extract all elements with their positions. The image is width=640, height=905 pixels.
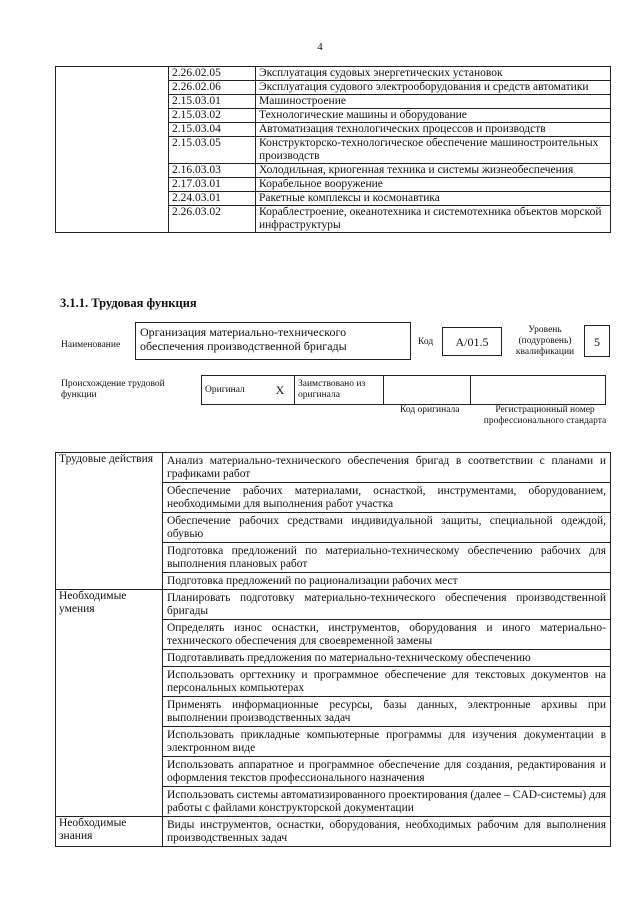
- code-name-cell: Машиностроение: [256, 95, 611, 109]
- code-cell: 2.26.02.06: [169, 81, 256, 95]
- section-title: 3.1.1. Трудовая функция: [60, 296, 197, 310]
- category-cell: Необходимые умения: [56, 590, 163, 620]
- function-row: [56, 513, 611, 543]
- code-row: [56, 67, 611, 81]
- item-cell: Подготавливать предложения по материально-техническому обеспечению: [163, 650, 611, 667]
- original-mark: X: [266, 376, 295, 405]
- function-row: [56, 667, 611, 697]
- reg-number-caption: Регистрационный номер профессионального стандарта: [483, 405, 607, 426]
- category-cell: [56, 650, 163, 667]
- function-row: [56, 817, 611, 847]
- reg-number-field: [471, 376, 606, 405]
- category-cell: [56, 573, 163, 590]
- code-cell: 2.24.03.01: [169, 192, 256, 206]
- category-cell: [56, 620, 163, 650]
- page-number: 4: [317, 41, 323, 53]
- code-cell: 2.15.03.02: [169, 109, 256, 123]
- code-name-cell: Корабельное вооружение: [256, 178, 611, 192]
- code-name-cell: Технологические машины и оборудование: [256, 109, 611, 123]
- code-name-cell: Эксплуатация судового электрооборудования и средств автоматики: [256, 81, 611, 95]
- item-cell: Использовать оргтехнику и программное обеспечение для текстовых документов на персональных компьютерах: [163, 667, 611, 697]
- item-cell: Виды инструментов, оснастки, оборудования, необходимых рабочим для выполнения производственных задач: [163, 817, 611, 847]
- code-name-cell: Конструкторско-технологическое обеспечение машиностроительных производств: [256, 137, 611, 164]
- function-row: [56, 483, 611, 513]
- item-cell: Использовать аппаратное и программное обеспечение для создания, редактирования и оформления текстов профессионального назначения: [163, 757, 611, 787]
- item-cell: Обеспечение рабочих материалами, оснасткой, инструментами, оборудованием, необходимыми для выполнения работ участка: [163, 483, 611, 513]
- education-codes-table: [55, 66, 611, 233]
- blank-cell: [56, 67, 169, 233]
- function-row: [56, 727, 611, 757]
- function-row: [56, 787, 611, 817]
- naimenovanie-label: Наименование: [61, 340, 121, 350]
- kod-originala-field: [384, 376, 471, 405]
- code-cell: 2.26.03.02: [169, 206, 256, 233]
- code-cell: 2.16.03.03: [169, 164, 256, 178]
- item-cell: Обеспечение рабочих средствами индивидуальной защиты, специальной одеждой, обувью: [163, 513, 611, 543]
- function-row: [56, 697, 611, 727]
- kod-value-field: A/01.5: [442, 327, 502, 356]
- category-cell: [56, 543, 163, 573]
- item-cell: Планировать подготовку материально-технического обеспечения производственной бригады: [163, 590, 611, 620]
- code-cell: 2.26.02.05: [169, 67, 256, 81]
- origin-table: [201, 375, 606, 405]
- code-name-cell: Автоматизация технологических процессов и производств: [256, 123, 611, 137]
- category-cell: Необходимые знания: [56, 817, 163, 847]
- item-cell: Применять информационные ресурсы, базы данных, электронные архивы при выполнении производственных задач: [163, 697, 611, 727]
- code-name-cell: Ракетные комплексы и космонавтика: [256, 192, 611, 206]
- item-cell: Подготовка предложений по материально-техническому обеспечению рабочих для выполнения плановых работ: [163, 543, 611, 573]
- category-cell: [56, 787, 163, 817]
- code-cell: 2.15.03.05: [169, 137, 256, 164]
- borrowed-label: Заимствовано из оригинала: [295, 376, 384, 405]
- category-cell: [56, 513, 163, 543]
- kod-label: Код: [418, 337, 434, 347]
- code-name-cell: Кораблестроение, океанотехника и системотехника объектов морской инфраструктуры: [256, 206, 611, 233]
- original-label: Оригинал: [202, 376, 267, 405]
- item-cell: Использовать системы автоматизированного проектирования (далее – CAD-системы) для работы с файлами конструкторской документации: [163, 787, 611, 817]
- category-cell: [56, 483, 163, 513]
- function-details-table: [55, 452, 611, 847]
- function-row: [56, 757, 611, 787]
- function-row: [56, 650, 611, 667]
- function-row: [56, 543, 611, 573]
- code-cell: 2.15.03.04: [169, 123, 256, 137]
- code-name-cell: Эксплуатация судовых энергетических установок: [256, 67, 611, 81]
- item-cell: Подготовка предложений по рационализации рабочих мест: [163, 573, 611, 590]
- code-cell: 2.17.03.01: [169, 178, 256, 192]
- category-cell: [56, 697, 163, 727]
- function-row: [56, 573, 611, 590]
- level-label: Уровень (подуровень) квалификации: [515, 325, 575, 357]
- item-cell: Определять износ оснастки, инструментов, оборудования и иного материально-технического обеспечения для своевременной замены: [163, 620, 611, 650]
- origin-label: Происхождение трудовой функции: [61, 379, 165, 400]
- category-cell: [56, 757, 163, 787]
- item-cell: Анализ материально-технического обеспечения бригад в соответствии с планами и графиками работ: [163, 453, 611, 483]
- category-cell: [56, 727, 163, 757]
- function-row: [56, 453, 611, 483]
- code-cell: 2.15.03.01: [169, 95, 256, 109]
- kod-originala-caption: Код оригинала: [400, 405, 460, 415]
- category-cell: Трудовые действия: [56, 453, 163, 483]
- category-cell: [56, 667, 163, 697]
- code-name-cell: Холодильная, криогенная техника и системы жизнеобеспечения: [256, 164, 611, 178]
- function-row: [56, 590, 611, 620]
- level-value-field: 5: [584, 325, 610, 357]
- function-name-field: Организация материально-технического обеспечения производственной бригады: [135, 322, 411, 360]
- item-cell: Использовать прикладные компьютерные программы для изучения документации в электронном виде: [163, 727, 611, 757]
- function-row: [56, 620, 611, 650]
